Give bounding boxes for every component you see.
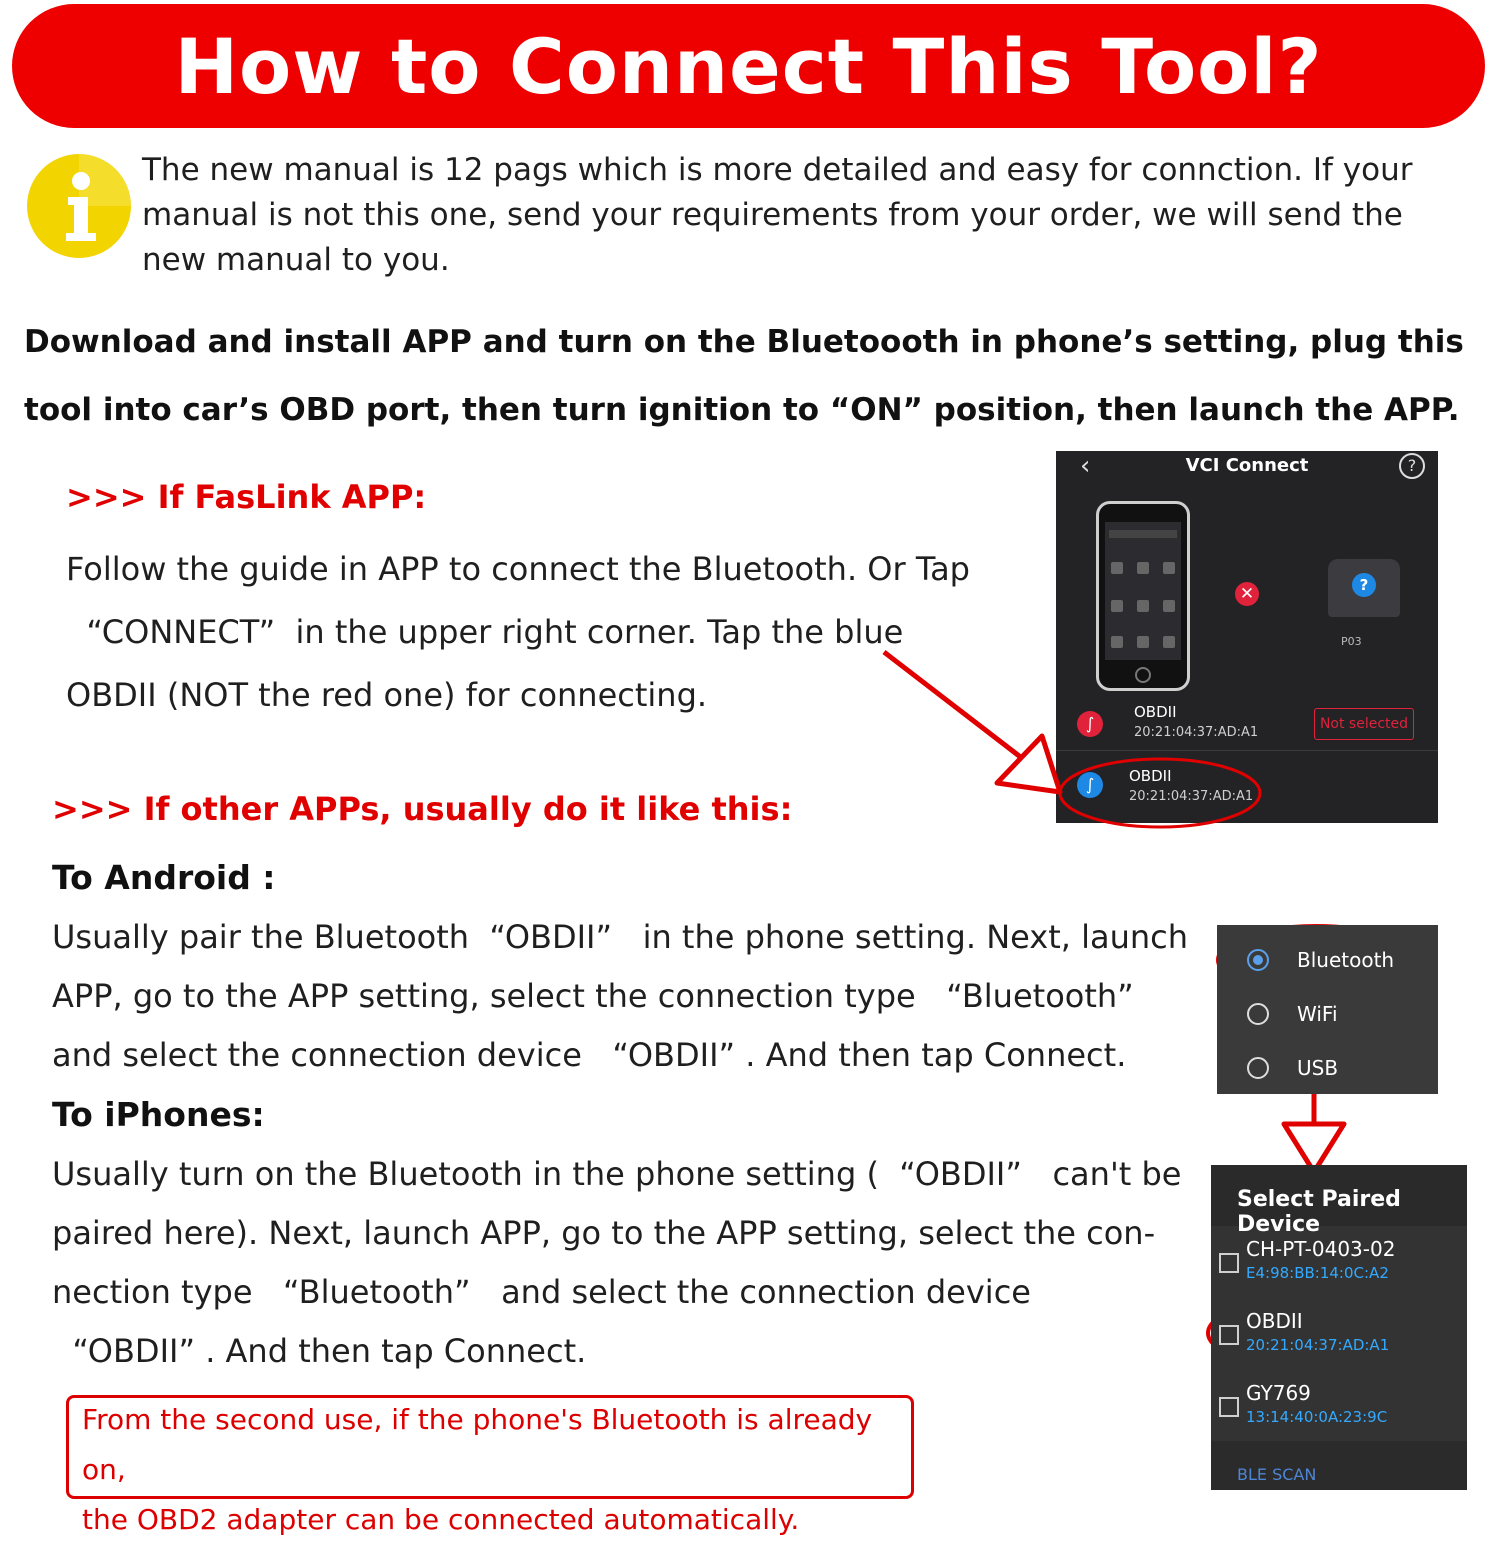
device-mac: 20:21:04:37:AD:A1 <box>1129 789 1254 804</box>
bluetooth-red-icon: ∫ <box>1077 711 1103 737</box>
device-mac: 20:21:04:37:AD:A1 <box>1246 1336 1390 1354</box>
device-name: GY769 <box>1246 1381 1311 1405</box>
paired-device-item[interactable] <box>1211 1377 1467 1437</box>
device-name: OBDII <box>1246 1309 1303 1333</box>
android-line: and select the connection device “OBDII” . And then tap Connect. <box>52 1036 1127 1074</box>
radio-icon[interactable] <box>1247 1003 1269 1025</box>
option-label: WiFi <box>1297 1002 1338 1026</box>
note-line: the OBD2 adapter can be connected automatically. <box>82 1503 800 1536</box>
iphone-line: Usually turn on the Bluetooth in the phone setting ( “OBDII” can't be <box>52 1155 1182 1193</box>
note-line: From the second use, if the phone's Bluetooth is already on, <box>82 1403 873 1486</box>
iphone-instructions <box>52 1145 1212 1381</box>
paired-panel-title: Select Paired Device <box>1237 1187 1401 1237</box>
not-selected-badge: Not selected <box>1314 708 1414 740</box>
intro-line: new manual to you. <box>142 242 450 278</box>
android-line: APP, go to the APP setting, select the connection type “Bluetooth” <box>52 977 1134 1015</box>
intro-line: The new manual is 12 pags which is more detailed and easy for connction. If your <box>142 152 1413 188</box>
obd-device-icon: ? <box>1328 559 1400 617</box>
radio-icon[interactable] <box>1247 1057 1269 1079</box>
bluetooth-blue-icon: ∫ <box>1077 772 1103 798</box>
option-bluetooth[interactable] <box>1217 939 1438 981</box>
intro-line: manual is not this one, send your requirements from your order, we will send the <box>142 197 1403 233</box>
auto-connect-note <box>82 1395 912 1545</box>
checkbox[interactable] <box>1219 1253 1239 1273</box>
android-line: Usually pair the Bluetooth “OBDII” in the phone setting. Next, launch <box>52 918 1189 956</box>
paired-device-item[interactable] <box>1211 1233 1467 1293</box>
connection-type-panel <box>1217 925 1438 1094</box>
option-wifi[interactable] <box>1217 993 1438 1035</box>
other-apps-section-title: >>> If other APPs, usually do it like this: <box>52 790 793 828</box>
device-mac: 20:21:04:37:AD:A1 <box>1134 725 1259 740</box>
ble-scan-button[interactable]: BLE SCAN <box>1237 1465 1317 1484</box>
faslink-line: Follow the guide in APP to connect the Bluetooth. Or Tap <box>66 550 970 588</box>
vci-title: VCI Connect <box>1185 455 1309 476</box>
paired-device-item[interactable] <box>1211 1305 1467 1365</box>
instruction-line: tool into car’s OBD port, then turn ignition to “ON” position, then launch the APP. <box>24 392 1460 428</box>
iphone-line: nection type “Bluetooth” and select the connection device <box>52 1273 1031 1311</box>
device-mac: 13:14:40:0A:23:9C <box>1246 1408 1388 1426</box>
faslink-line: OBDII (NOT the red one) for connecting. <box>66 676 708 714</box>
chevron-left-icon[interactable]: ‹ <box>1080 451 1091 481</box>
checkbox[interactable] <box>1219 1325 1239 1345</box>
android-heading: To Android : <box>52 858 276 897</box>
android-instructions <box>52 908 1212 1085</box>
disconnected-icon: ✕ <box>1235 582 1259 606</box>
device-name: OBDII <box>1134 703 1177 721</box>
option-label: Bluetooth <box>1297 948 1395 972</box>
faslink-section-title: >>> If FasLink APP: <box>66 478 427 516</box>
iphone-line: “OBDII” . And then tap Connect. <box>52 1332 587 1370</box>
device-name: CH-PT-0403-02 <box>1246 1237 1396 1261</box>
device-label: P03 <box>1341 635 1362 648</box>
question-circle-icon[interactable]: ? <box>1399 453 1425 479</box>
faslink-line: “CONNECT” in the upper right corner. Tap the blue <box>66 613 904 651</box>
option-usb[interactable] <box>1217 1047 1438 1089</box>
page-title: How to Connect This Tool? <box>174 21 1323 111</box>
checkbox[interactable] <box>1219 1397 1239 1417</box>
device-name: OBDII <box>1129 767 1172 785</box>
radio-icon[interactable] <box>1247 949 1269 971</box>
device-mac: E4:98:BB:14:0C:A2 <box>1246 1264 1389 1282</box>
iphone-line: paired here). Next, launch APP, go to the APP setting, select the con- <box>52 1214 1156 1252</box>
instruction-line: Download and install APP and turn on the Bluetoooth in phone’s setting, plug this <box>24 324 1464 360</box>
option-label: USB <box>1297 1056 1339 1080</box>
iphone-heading: To iPhones: <box>52 1095 265 1134</box>
paired-device-panel <box>1211 1165 1467 1490</box>
